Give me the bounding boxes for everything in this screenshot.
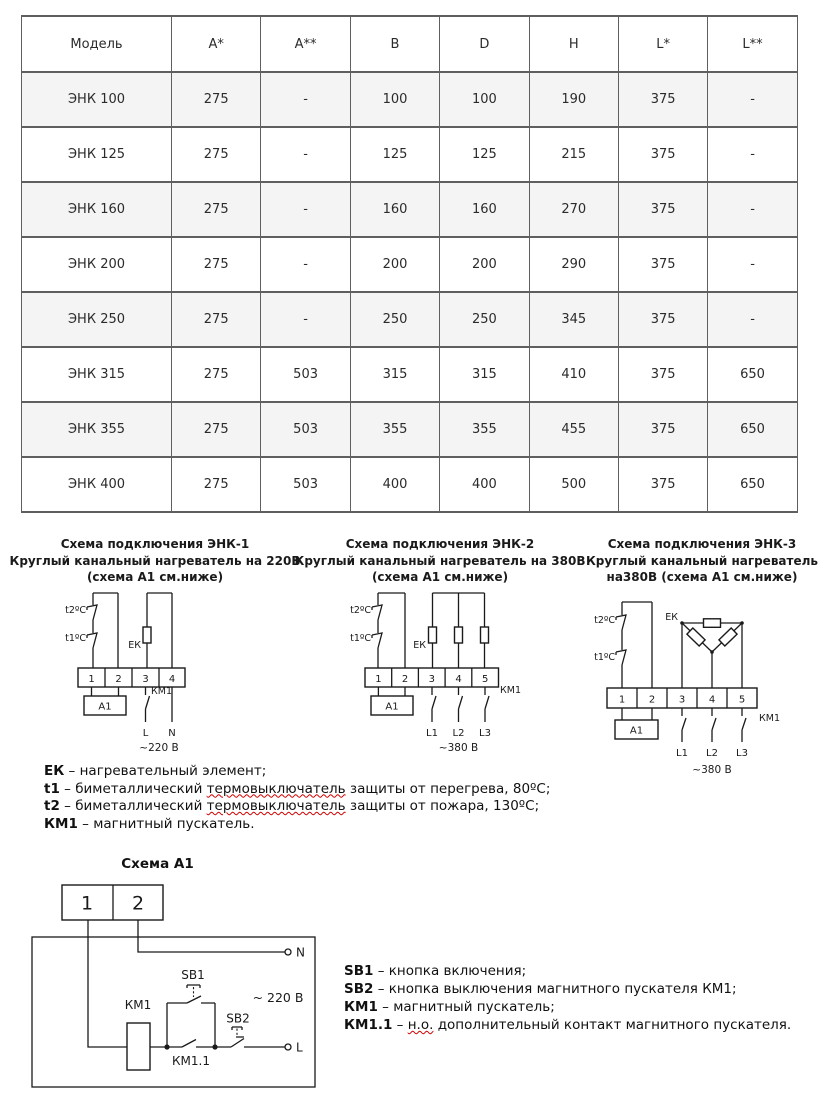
legend-item-km11 bbox=[344, 1016, 791, 1034]
table-cell: 375 bbox=[618, 292, 707, 347]
table-cell: 355 bbox=[350, 402, 439, 457]
table-cell: 503 bbox=[261, 402, 350, 457]
heater-element-symbol bbox=[687, 628, 705, 646]
terminal-number: 2 bbox=[401, 674, 409, 685]
table-cell: 650 bbox=[708, 402, 797, 457]
t1-label: t1ºC bbox=[350, 633, 371, 644]
terminal-number: 5 bbox=[482, 674, 489, 685]
table-cell: 275 bbox=[172, 457, 261, 512]
legend-key: t2 bbox=[44, 798, 60, 814]
legend-flagged-word: термовыключатель bbox=[206, 780, 346, 797]
terminal-number: 1 bbox=[375, 674, 382, 685]
table-cell: 375 bbox=[618, 402, 707, 457]
sb2-label: SB2 bbox=[226, 1011, 250, 1026]
node-dot bbox=[740, 621, 744, 625]
junction-dot bbox=[164, 1044, 169, 1049]
heater-element-symbol bbox=[481, 627, 489, 643]
a1-label: А1 bbox=[98, 701, 112, 713]
table-cell: 160 bbox=[350, 182, 439, 237]
legend-item-sb2 bbox=[344, 980, 791, 998]
wiring-diagram-enk2 bbox=[294, 532, 586, 760]
components-legend bbox=[44, 763, 550, 833]
ek-label: ЕК bbox=[128, 640, 141, 651]
legend-text: – биметаллический bbox=[59, 780, 207, 797]
table-cell: - bbox=[708, 127, 797, 182]
model-cell: ЭНК 125 bbox=[22, 127, 172, 182]
legend-key: SB2 bbox=[344, 981, 374, 997]
km1-label: КМ1 bbox=[759, 713, 780, 724]
table-cell: 275 bbox=[172, 72, 261, 127]
terminal-number: 1 bbox=[88, 674, 95, 685]
diagram-title: Схема подключения ЭНК-2 bbox=[345, 537, 535, 551]
dimensions-table-wrapper bbox=[21, 15, 798, 513]
table-cell: 315 bbox=[350, 347, 439, 402]
t2-label: t2ºC bbox=[65, 605, 86, 616]
ek-label: ЕК bbox=[413, 640, 426, 651]
legend-item-sb1 bbox=[344, 962, 791, 980]
column-header-a2: A** bbox=[261, 16, 350, 72]
t1-label: t1ºC bbox=[65, 633, 86, 644]
diagram-subtitle: Круглый канальный нагреватель на 220В bbox=[9, 554, 301, 568]
column-header-b: B bbox=[350, 16, 439, 72]
table-cell: 290 bbox=[529, 237, 618, 292]
table-cell: 215 bbox=[529, 127, 618, 182]
heater-element-symbol bbox=[719, 628, 737, 646]
table-cell: 375 bbox=[618, 72, 707, 127]
km11-label: КМ1.1 bbox=[172, 1054, 210, 1068]
terminal-number: 1 bbox=[80, 892, 94, 915]
legend-key: КМ1.1 bbox=[344, 1017, 393, 1033]
table-cell: - bbox=[261, 127, 350, 182]
km1-coil bbox=[127, 1023, 150, 1070]
legend-text: – кнопка включения; bbox=[373, 963, 527, 979]
table-cell: 375 bbox=[618, 182, 707, 237]
table-cell: 355 bbox=[440, 402, 529, 457]
ek-label: ЕК bbox=[665, 612, 678, 623]
table-cell: 200 bbox=[350, 237, 439, 292]
table-cell: 125 bbox=[350, 127, 439, 182]
terminal-number: 5 bbox=[738, 694, 746, 706]
column-header-h: H bbox=[529, 16, 618, 72]
diagram-note: на380В (схема А1 см.ниже) bbox=[606, 570, 798, 584]
legend-key: КМ1 bbox=[344, 999, 378, 1015]
phase-l3-label: L3 bbox=[479, 728, 491, 739]
table-cell: 375 bbox=[618, 127, 707, 182]
diagram-note: (схема А1 см.ниже) bbox=[86, 570, 224, 584]
legend-text: защиты от перегрева, 80ºС; bbox=[345, 780, 551, 797]
table-cell: - bbox=[261, 292, 350, 347]
km1-label: КМ1 bbox=[500, 685, 521, 696]
legend-text: дополнительный контакт магнитного пускателя. bbox=[433, 1017, 792, 1033]
table-cell: 650 bbox=[708, 457, 797, 512]
legend-key: SB1 bbox=[344, 963, 374, 979]
km1-label: КМ1 bbox=[151, 686, 172, 697]
schema-a1-circuit bbox=[30, 875, 340, 1100]
legend-key: t1 bbox=[44, 780, 60, 797]
table-cell: 100 bbox=[350, 72, 439, 127]
phase-l2-label: L2 bbox=[706, 748, 718, 759]
terminal-number: 2 bbox=[131, 892, 145, 915]
table-row bbox=[22, 402, 798, 457]
terminal-number: 4 bbox=[708, 694, 716, 706]
table-cell: 345 bbox=[529, 292, 618, 347]
wiring-diagram-enk1 bbox=[9, 532, 301, 760]
heater-element-symbol bbox=[455, 627, 463, 643]
table-cell: 160 bbox=[440, 182, 529, 237]
wiring-diagram-enk3 bbox=[575, 532, 820, 790]
node-dot bbox=[680, 621, 684, 625]
legend-text: – магнитный пускатель. bbox=[77, 815, 255, 832]
phase-l3-label: L3 bbox=[736, 748, 748, 759]
diagram-title: Схема подключения ЭНК-3 bbox=[607, 537, 797, 551]
legend-text: защиты от пожара, 130ºС; bbox=[345, 798, 540, 814]
table-cell: 125 bbox=[440, 127, 529, 182]
t2-label: t2ºC bbox=[594, 615, 615, 626]
table-cell: - bbox=[708, 292, 797, 347]
model-cell: ЭНК 160 bbox=[22, 182, 172, 237]
table-cell: 270 bbox=[529, 182, 618, 237]
table-cell: 100 bbox=[440, 72, 529, 127]
table-row bbox=[22, 347, 798, 402]
table-cell: 200 bbox=[440, 237, 529, 292]
terminal-number: 3 bbox=[678, 694, 686, 706]
table-row bbox=[22, 237, 798, 292]
table-cell: 275 bbox=[172, 292, 261, 347]
legend-item-t1 bbox=[44, 781, 550, 799]
terminal-number: 3 bbox=[428, 674, 435, 685]
table-cell: 400 bbox=[350, 457, 439, 512]
table-cell: 375 bbox=[618, 457, 707, 512]
table-cell: 503 bbox=[261, 347, 350, 402]
terminal-number: 2 bbox=[115, 674, 122, 685]
terminal-number: 2 bbox=[648, 694, 656, 706]
a1-label: А1 bbox=[385, 701, 399, 713]
terminal-number: 4 bbox=[455, 674, 462, 685]
legend-text: – биметаллический bbox=[59, 798, 207, 814]
voltage-label: ~380 В bbox=[438, 742, 479, 754]
model-cell: ЭНК 400 bbox=[22, 457, 172, 512]
table-cell: 500 bbox=[529, 457, 618, 512]
table-cell: 250 bbox=[350, 292, 439, 347]
table-row bbox=[22, 127, 798, 182]
neutral-label: N bbox=[296, 945, 305, 960]
model-cell: ЭНК 100 bbox=[22, 72, 172, 127]
table-cell: 275 bbox=[172, 237, 261, 292]
legend-item-km1 bbox=[344, 998, 791, 1016]
terminal-number: 4 bbox=[168, 674, 176, 685]
table-cell: 275 bbox=[172, 347, 261, 402]
legend-item-ek bbox=[44, 763, 550, 781]
n-terminal bbox=[285, 949, 291, 955]
table-cell: 455 bbox=[529, 402, 618, 457]
phase-l2-label: L2 bbox=[452, 728, 465, 739]
model-cell: ЭНК 250 bbox=[22, 292, 172, 347]
diagram-title: Схема подключения ЭНК-1 bbox=[60, 537, 250, 551]
voltage-label: ~ 220 В bbox=[252, 990, 304, 1005]
circuit-wires bbox=[88, 920, 285, 1047]
table-row bbox=[22, 457, 798, 512]
legend-item-km1 bbox=[44, 816, 550, 834]
table-cell: - bbox=[708, 72, 797, 127]
voltage-label: ~220 В bbox=[139, 742, 179, 754]
voltage-label: ~380 В bbox=[692, 764, 732, 776]
table-cell: 250 bbox=[440, 292, 529, 347]
table-header-row bbox=[22, 16, 798, 72]
terminal-number: 3 bbox=[142, 674, 149, 685]
schema-a1-title: Схема А1 bbox=[121, 856, 194, 872]
legend-text: – магнитный пускатель; bbox=[377, 999, 555, 1015]
phase-l1-label: L1 bbox=[426, 728, 438, 739]
sb1-label: SB1 bbox=[181, 968, 205, 982]
node-dot bbox=[710, 650, 714, 654]
phase-l-label: L bbox=[296, 1040, 303, 1055]
legend-item-t2 bbox=[44, 798, 550, 816]
table-cell: - bbox=[708, 237, 797, 292]
t1-label: t1ºC bbox=[594, 652, 615, 663]
table-cell: 275 bbox=[172, 402, 261, 457]
table-cell: 650 bbox=[708, 347, 797, 402]
legend-key: ЕК bbox=[44, 763, 65, 779]
table-cell: 375 bbox=[618, 237, 707, 292]
table-row bbox=[22, 182, 798, 237]
legend-flagged-word: н.о. bbox=[407, 1017, 434, 1033]
table-row bbox=[22, 72, 798, 127]
column-header-d: D bbox=[440, 16, 529, 72]
a1-label: А1 bbox=[629, 725, 644, 737]
diagram-subtitle: Круглый канальный нагреватель bbox=[585, 554, 819, 568]
heater-element-symbol bbox=[429, 627, 437, 643]
table-row bbox=[22, 292, 798, 347]
column-header-a1: A* bbox=[172, 16, 261, 72]
heater-element-symbol bbox=[143, 627, 151, 643]
diagram-note: (схема А1 см.ниже) bbox=[371, 570, 509, 584]
table-cell: 400 bbox=[440, 457, 529, 512]
column-header-l2: L** bbox=[708, 16, 797, 72]
column-header-l1: L* bbox=[618, 16, 707, 72]
phase-l-label: L bbox=[142, 728, 149, 739]
schema-a1-legend bbox=[344, 962, 791, 1034]
km1-label: КМ1 bbox=[124, 998, 152, 1012]
junction-dot bbox=[212, 1044, 217, 1049]
table-cell: 275 bbox=[172, 127, 261, 182]
model-cell: ЭНК 355 bbox=[22, 402, 172, 457]
table-cell: 410 bbox=[529, 347, 618, 402]
table-cell: 275 bbox=[172, 182, 261, 237]
legend-text: – кнопка выключения магнитного пускателя КМ1; bbox=[373, 981, 737, 997]
legend-text: – bbox=[392, 1017, 408, 1033]
table-cell: - bbox=[261, 72, 350, 127]
dimensions-table bbox=[21, 15, 798, 513]
model-cell: ЭНК 200 bbox=[22, 237, 172, 292]
table-cell: - bbox=[708, 182, 797, 237]
table-cell: 503 bbox=[261, 457, 350, 512]
table-cell: 315 bbox=[440, 347, 529, 402]
l-terminal bbox=[285, 1044, 291, 1050]
neutral-label: N bbox=[168, 728, 176, 739]
heater-element-symbol bbox=[704, 619, 721, 628]
model-cell: ЭНК 315 bbox=[22, 347, 172, 402]
legend-flagged-word: термовыключатель bbox=[206, 798, 346, 814]
column-header-model: Модель bbox=[22, 16, 172, 72]
table-cell: 190 bbox=[529, 72, 618, 127]
table-cell: 375 bbox=[618, 347, 707, 402]
table-cell: - bbox=[261, 182, 350, 237]
terminal-number: 1 bbox=[618, 694, 626, 706]
legend-text: – нагревательный элемент; bbox=[64, 763, 267, 779]
phase-l1-label: L1 bbox=[676, 748, 688, 759]
t2-label: t2ºC bbox=[350, 605, 371, 616]
table-cell: - bbox=[261, 237, 350, 292]
diagram-subtitle: Круглый канальный нагреватель на 380В bbox=[294, 554, 586, 568]
legend-key: КМ1 bbox=[44, 815, 78, 832]
